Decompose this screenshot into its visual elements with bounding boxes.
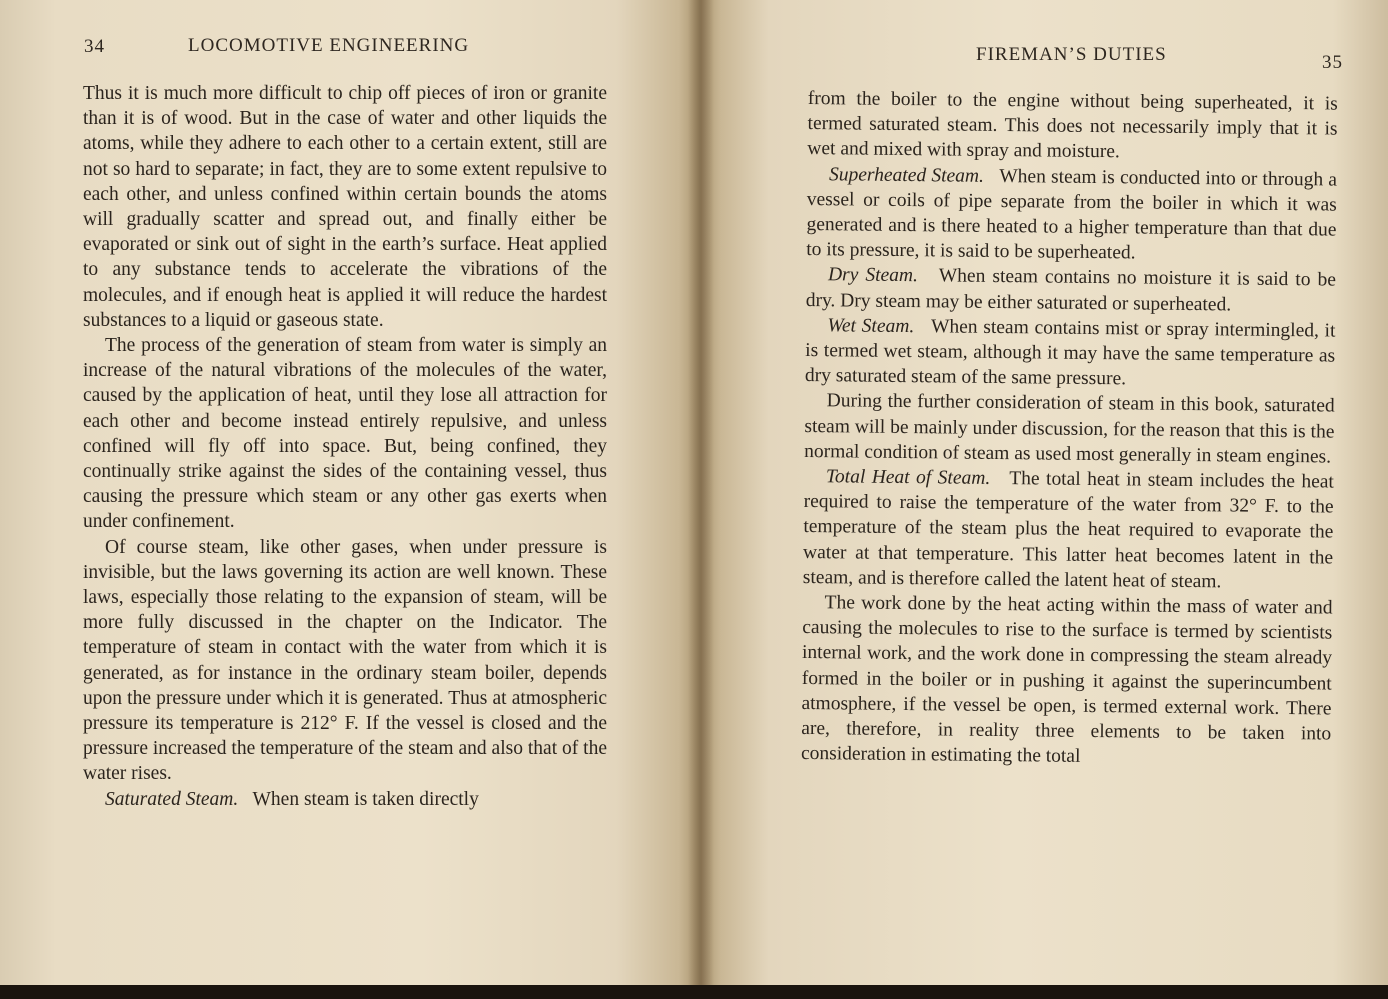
paragraph [83, 81, 607, 333]
paragraph-lead: Dry Steam. [827, 264, 919, 287]
paragraph-text: When steam is conducted into or through a vessel or coils of pipe separate from the boiler in which it was generated and is there heated to a higher temperature than that due to its pressure, it is said to be superheated. [806, 165, 1338, 264]
paragraph [805, 313, 1336, 394]
running-head-right: FIREMAN’S DUTIES [976, 44, 1167, 65]
page-number-left: 34 [84, 36, 105, 57]
page-bottom-edge [0, 985, 1388, 999]
running-head-left: LOCOMOTIVE ENGINEERING [188, 35, 470, 56]
paragraph-text: The total heat in steam includes the heat required to raise the temperature of the water from 32° F. to the temperature of the steam plus the heat required to evaporate the water at that temperature. This latter heat becomes latent in the steam, and is therefore called the latent heat of steam. [802, 468, 1335, 593]
paragraph-lead: Total Heat of Steam. [825, 466, 991, 489]
paragraph-lead: Superheated Steam. [828, 163, 985, 187]
paragraph-text: When steam contains no moisture it is said to be dry. Dry steam may be either saturated or superheated. [805, 265, 1337, 316]
page-number-right: 35 [1322, 52, 1343, 73]
paragraph-text: The process of the generation of steam from water is simply an increase of the natural vibrations of the molecules of the water, caused by the application of heat, until they lose all attraction for each other and become instead entirely repulsive, and unless confined will fly off into space. But, being confined, they continually strike against the sides of the containing vessel, thus causing the pressure which steam or any other gas exerts when under confinement. [83, 335, 607, 533]
book-gutter [688, 0, 714, 999]
paragraph-lead: Saturated Steam. [105, 788, 239, 810]
paragraph [83, 535, 607, 787]
paragraph-text: During the further consideration of steam in this book, saturated steam will be mainly under discussion, for the reason that this is the normal condition of steam as used most generally in steam engines. [804, 390, 1335, 468]
paragraph-text: Thus it is much more difficult to chip off pieces of iron or granite than it is of wood. But in the case of water and other liquids the atoms, while they adhere to each other to a certain extent, still are not so hard to separate; in fact, they are to some extent repulsive to each other, and unless confined within certain bounds the atoms will gradually scatter and spread out, and finally either be evaporated or sink out of sight in the earth’s surface. Heat applied to any substance tends to accelerate the vibrations of the molecules, and if enough heat is applied it will reduce the hardest substances to a liquid or gaseous state. [83, 83, 607, 331]
paragraph [806, 262, 1336, 318]
paragraph [806, 162, 1337, 268]
paragraph-text: from the boiler to the engine without being superheated, it is termed saturated steam. This does not necessarily imply that it is wet and mixed with spray and moisture. [807, 87, 1338, 163]
paragraph-text: When steam is taken directly [252, 788, 479, 810]
left-page-body [83, 81, 607, 812]
paragraph [801, 590, 1333, 772]
paragraph [83, 333, 607, 535]
paragraph [803, 464, 1334, 596]
paragraph-text: When steam contains mist or spray intermingled, it is termed wet steam, although it may have the same temperature as dry saturated steam of the same pressure. [804, 316, 1336, 390]
paragraph-text: The work done by the heat acting within the mass of water and causing the molecules to rise to the surface is termed by scientists internal work, and the work done in compressing the steam already formed in the boiler or in pushing it against the superincumbent atmosphere, if the vessel be open, is termed external work. There are, therefore, in reality three elements to be taken into consideration in estimating the total [800, 592, 1333, 768]
right-page-body [801, 86, 1338, 772]
paragraph [804, 388, 1335, 469]
paragraph-lead: Wet Steam. [827, 315, 915, 337]
paragraph [83, 787, 607, 812]
paragraph-text: Of course steam, like other gases, when under pressure is invisible, but the laws governing its action are well known. These laws, especially those relating to the expansion of steam, will be more fully discussed in the chapter on the Indicator. The temperature of steam in contact with the water from which it is generated, as for instance in the ordinary steam boiler, depends upon the pressure under which it is generated. Thus at atmospheric pressure its temperature is 212° F. If the vessel is closed and the pressure increased the temperature of the steam and also that of the water rises. [83, 536, 607, 785]
paragraph [807, 86, 1338, 167]
